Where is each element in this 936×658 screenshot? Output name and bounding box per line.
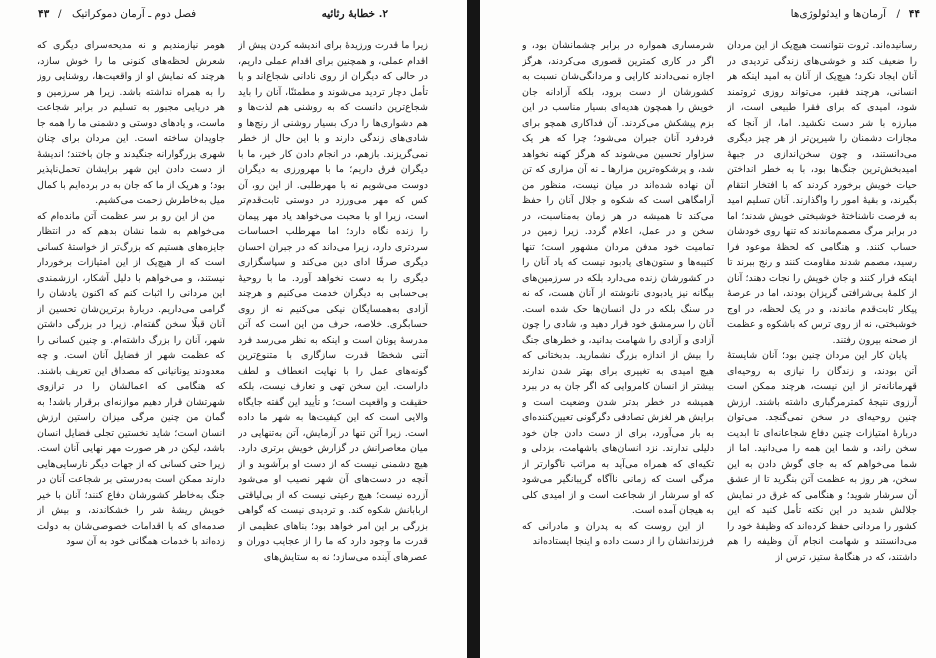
paragraph: رسانیده‌اند. ثروت نتوانست هیچ‌یک از این مردان را ضعیف کند و خوشی‌های زندگی تردیدی در آنان ایجاد نکرد؛ هیچ‌یک از آنان به امید اینکه هر انسانی، هرچند فقیر، می‌تواند روزی ثروتمند شود، امیدی که برای فقرا طبیعی است، از مبارزه با شر دست نکشید. اما، از آنجا که مجازات دشمنان را شیرین‌تر از هر چیز دیگری می‌دانستند، و چون سخن‌اندازی در جبههٔ امیدبخش‌ترین جنگ‌ها بود، با به خطر انداختن حیات خویش برخورد کردند که با افتخار انتقام بگیرند، و بقیهٔ امور را واگذارند. آنان تسلیم امید به فرصت ناشناختهٔ خوشبختی خویش شدند؛ اما در برابر مرگ مصمم‌ماندند که تنها روی خودشان حساب کنند. و هنگامی که لحظهٔ موعود فرا رسید، مصمم شدند مقاومت کنند و رنج ببرند تا اینکه فرار کنند و جان خویش را نجات دهند؛ آنان از کلمهٔ بی‌شرافتی گریزان بودند، اما در عرصهٔ پیکار ثابت‌قدم ماندند، و در یک لحظه، در اوج خوشبختی، نه از روی ترس که باشکوه و عظمت از صحنه بیرون رفتند. [727,40,917,346]
right-page [480,0,936,658]
paragraph: پایان کار این مردان چنین بود؛ آنان شایستهٔ آتن بودند، و زندگان را نیازی به روحیه‌ای قهرمانانه‌تر از این نیست، هرچند ممکن است آرزوی نتیجهٔ کمترمرگباری داشته باشند. ارزش چنین روحیه‌ای در سخن نمی‌گنجد. می‌توان دربارهٔ امتیازات چنین دفاع شجاعانه‌ای تا ابدیت سخن راند، و شما این همه را می‌دانید. اما از شما می‌خواهم که به جای گوش دادن به این سخن، هر روز به عظمت آتن بنگرید تا از عشق آن سرشار شوید؛ و هنگامی که غرق در نمایش جلالش شدید در این نکته تأمل کنید که این کشور را مردانی حفظ کرده‌اند که وظیفهٔ خود را می‌دانستند و شهامت انجام آن وظیفه را هم داشتند، که در هنگامهٔ ستیز، ترس از [727,350,917,563]
chapter-title: آرمان‌ها و ایدئولوژی‌ها [790,8,886,20]
text-column-right [727,38,917,648]
book-gutter [467,0,480,658]
paragraph: من از این رو بر سر عظمت آتن مانده‌ام که می‌خواهم به شما نشان بدهم که در انتظار جایزه‌های هستیم که بزرگ‌تر از خواستهٔ کسانی است که از هیچ‌یک از این امتیازات برخوردار نیستند، و می‌خواهم با دلیل آشکار، ارزشمندی این مردانی را اثبات کنم که اکنون یادشان را گرامی می‌داریم. دربارهٔ برترین‌شان تحسین از آنان قبلًا سخن گفته‌ام. زیرا در بزرگی داشتن شهر، آنان را بزرگ داشته‌ام. و چنین کسانی را که عظمت شهر از فضایل آنان است. و چه معدودند یونانیانی که مصداق این تعریف باشند. که هنگامی که اعمالشان را در ترازوی شهرتشان قرار دهیم موازنه‌ای برقرار باشد! به گمان من چنین مرگی میزان راستین ارزش انسان است؛ شاید نخستین تجلی فضایل انسان باشد، لیکن در هر صورت مهر نهایی آنان است. زیرا حتی کسانی که از جهات دیگر نارسایی‌هایی دارند ممکن است به‌درستی بر شجاعت آنان در جنگ به‌خاطر کشورشان دفاع کنند؛ آنان با خیر خویش ریشهٔ شر را خشکاندند، و بیش از صدمه‌ای که با اقدامات خصوصی‌شان به دولت زده‌اند با خدمات همگانی خود به آن سود [37,210,225,547]
text-column-left [37,38,225,648]
text-column-right [238,38,428,648]
paragraph: از این روست که به پدران و مادرانی که فرزندانشان را از دست داده و اینجا ایستاده‌اند [522,520,714,547]
text-column-left [522,38,714,648]
right-page-header [510,8,920,24]
left-page [0,0,467,658]
page-number: ۴۴ [908,8,920,20]
paragraph: شرمساری همواره در برابر چشمانشان بود، و اگر در کاری کمترین قصوری می‌کردند، هرگز اجازه نمی‌دادند کارایی و مردانگی‌شان نسبت به کشورشان از دست برود، بلکه آزادانه جان خویش را همچون هدیه‌ای بسیار مناسب در این بزم پیشکش می‌کردند. آن فداکاری همچو برای فردفرد آنان جبران می‌شود؛ چرا که هر یک سزاوار تحسین می‌شوند که هرگز کهنه نخواهد شد، و پرشکوه‌ترین مزارها ـ نه آن مزاری که تن آن نهاده شده‌اند در میان نیست، منظور من آرامگاهی است که شکوه و جلال آنان را حفظ می‌کند تا همیشه در هر زمان به‌مناسبت، در سخن و در عمل، اعلام گردد. زیرا زمین در تمامیت خود مدفن مردان مشهور است؛ تنها کتیبه‌ها و ستون‌های یادبود نیست که یاد آنان را در کشورشان زنده می‌دارد بلکه در سرزمین‌های بیگانه نیز یادبودی نانوشته از آنان هست، که نه در سنگ بلکه در دل انسان‌ها حک شده است. آنان را سرمشق خود قرار دهید و، شادی را چون آزادی و آزادی را شهامت بدانید، و خطرهای جنگ را بیش از اندازه بزرگ نشمارید. بدبختانی که هیچ امیدی به تغییری برای بهتر شدن ندارند بیشتر از انسان کامروایی که اگر جان به در ببرد همیشه در خطر بدتر شدن وضعیت است و برایش هر لغزش تصادفی دگرگونی تعیین‌کننده‌ای به بار می‌آورد، برای از دست دادن جان خود دلیلی ندارند. نزد انسان‌های باشهامت، بزدلی و تکیه‌ای که همراه می‌آید به مراتب ناگوارتر از مرگی است که زمانی ناآگاه گریبانگیر می‌شود که او سرشار از شجاعت است و از امیدی کلی به هیجان آمده است. [522,40,714,516]
paragraph: هومر نیازمندیم و نه مدیحه‌سرای دیگری که شعرش لحظه‌های کنونی ما را خوش سازد، هرچند که نمایش او از واقعیت‌ها، روشنایی روز را به همراه نداشته باشد. زیرا هر سرزمین و هر دریایی مجبور به تسلیم در برابر شجاعت ماست، و یادهای دوستی و دشمنی ما را همه جا جاویدان ساخته است. این مردان برای چنان شهری بزرگوارانه جنگیدند و جان باختند؛ اندیشهٔ از دست دادن این شهر برایشان تحمل‌ناپذیر بود؛ و هریک از ما که جان به در برده‌ایم با کمال میل به‌خاطرش زحمت می‌کشیم. [37,40,225,206]
header-separator: / [58,8,62,20]
section-title: ۲. خطابهٔ رثائیه [321,8,388,20]
page-number: ۴۳ [38,8,50,20]
paragraph: زیرا ما قدرت ورزیدهٔ برای اندیشه کردن پیش از اقدام عملی، و همچنین برای اقدام عملی داریم، در حالی که دیگران از روی نادانی شجاع‌اند و با تأمل دچار تردید می‌شوند و مطمئنًا، آنان را باید شجاع‌ترین دانست که به روشنی هم لذت‌ها و هم دشواری‌ها را درک بسیار روشنی از رنج‌ها و شادی‌های زندگی دارند و با این حال از خطر نمی‌گریزند. بازهم، در انجام دادن کار خیر، ما با دیگران فرق داریم؛ ما با مهرورزی به دیگران دوست می‌شویم نه با مهرطلبی. از این رو، آن کس که مهر می‌ورزد در دوستی ثابت‌قدم‌تر است، زیرا او با محبت می‌خواهد یاد مهر پیمان را زنده نگاه دارد؛ اما مهرطلب احساسات سردتری دارد، زیرا می‌داند که در جبران احسان دیگری صرفًا ادای دین می‌کند و سپاسگزاری دیگری را به دست نخواهد آورد. ما با روحیهٔ بی‌حسابی به دیگران خدمت می‌کنیم و هرچند آزادی به‌همسایگان نیکی می‌کنیم نه از روی حسابگری. خلاصه، حرف من این است که آتن مدرسهٔ یونان است و اینکه به نظر می‌رسد فرد آتنی شخصًا قدرت سازگاری با متنوع‌ترین گونه‌های عمل را با نهایت انعطاف و لطف داراست. این سخن تهی و تعارف نیست، بلکه حقیقت و واقعیت است؛ و تأیید این گفته جایگاه والایی است که این کیفیت‌ها به شهر ما داده است. زیرا آتن تنها در آزمایش، آتن به‌تنهایی در میان معاصرانش در گزارش خویش برتری دارد. هیچ دشمنی نیست که از دست او برآشوبد و از آنچه در دست‌های آن شهر نصیب او می‌شود آزرده نیست؛ هیچ رعیتی نیست که از بی‌لیاقتی اربابانش شکوه کند. و تردیدی نیست که گواهی بزرگی بر این امر خواهد بود؛ بناهای عظیمی از قدرت ما وجود دارد که ما را از عجایب دوران و عصرهای آینده می‌سازد؛ نه به ستایش‌های [238,40,428,563]
left-page-header [34,8,434,24]
header-separator: / [896,8,900,20]
chapter-title: فصل دوم ـ آرمان دموکراتیک [72,8,197,20]
